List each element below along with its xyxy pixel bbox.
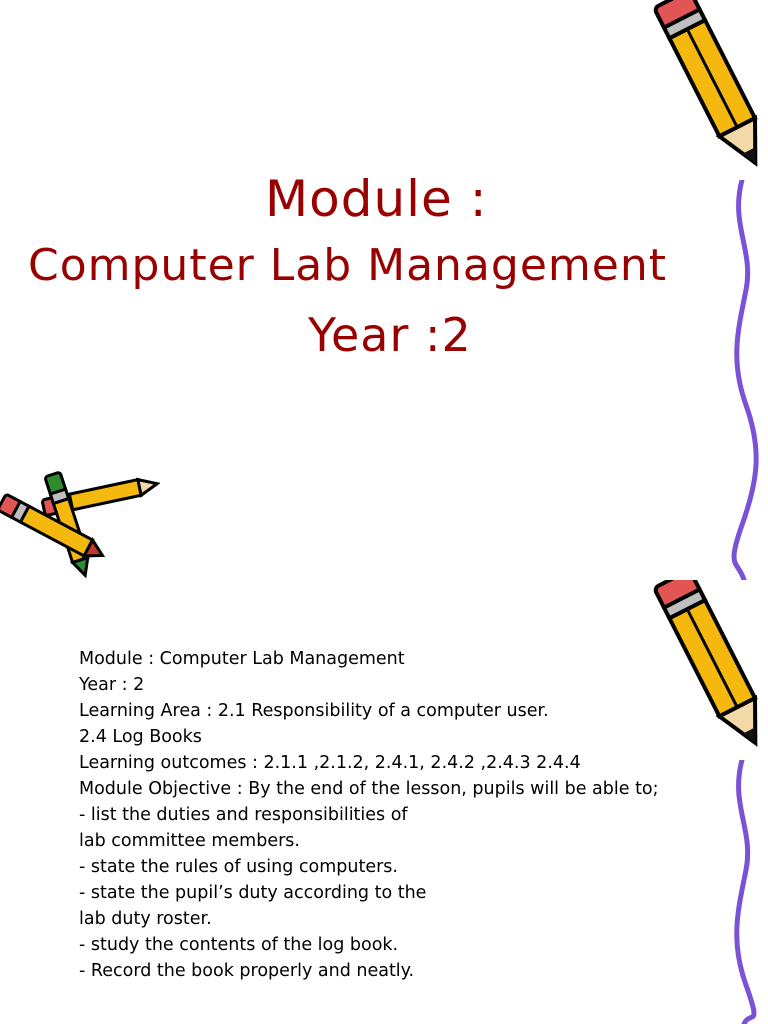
slide-module-details — [0, 580, 768, 1024]
decorative-border-line — [728, 760, 768, 1024]
objective-item: - state the pupil’s duty according to the — [79, 883, 427, 903]
pencil-icon — [640, 580, 768, 770]
module-line: Module : Computer Lab Management — [79, 649, 405, 669]
crossed-pencils-icon — [0, 462, 160, 580]
pencil-icon — [640, 0, 768, 190]
slide-title-line-2: Computer Lab Management — [28, 240, 667, 291]
objective-item: - state the rules of using computers. — [79, 857, 398, 877]
objective-item: - Record the book properly and neatly. — [79, 961, 415, 981]
slide-title-line-3: Year :2 — [308, 308, 472, 362]
decorative-border-line — [728, 180, 768, 580]
learning-outcomes-line: Learning outcomes : 2.1.1 ,2.1.2, 2.4.1, 2.4.2 ,2.4.3 2.4.4 — [79, 753, 581, 773]
slide-title-line-1: Module : — [265, 170, 488, 228]
objective-item-cont: lab duty roster. — [79, 909, 212, 929]
module-objective-line: Module Objective : By the end of the lesson, pupils will be able to; — [79, 779, 659, 799]
objective-item: - list the duties and responsibilities of — [79, 805, 408, 825]
objective-item: - study the contents of the log book. — [79, 935, 399, 955]
learning-area-line: Learning Area : 2.1 Responsibility of a computer user. — [79, 701, 549, 721]
learning-area-line-2: 2.4 Log Books — [79, 727, 202, 747]
year-line: Year : 2 — [79, 675, 145, 695]
objective-item-cont: lab committee members. — [79, 831, 300, 851]
